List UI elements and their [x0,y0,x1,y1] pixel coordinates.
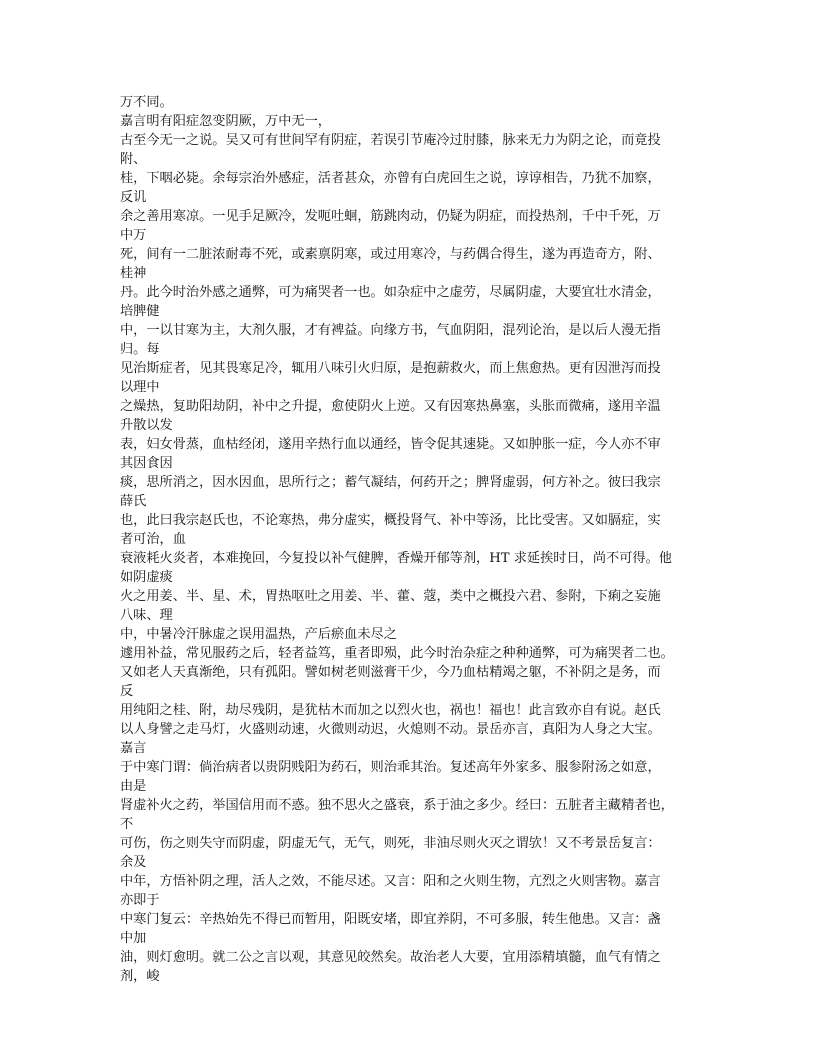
text-line: 中加 [120,931,147,946]
text-line: 火之用姜、半、星、术，胃热呕吐之用姜、半、藿、蔻，类中之概投六君、参附，下痢之妄施 [120,589,661,604]
text-line: 万不同。 [120,95,173,110]
text-line: 剂，峻 [120,969,160,984]
text-line: 如阴虚痰 [120,570,173,585]
text-line: 肾虚补火之药，举国信用而不惑。独不思火之盛衰，系于油之多少。经曰：五脏者主藏精者也， [120,798,674,813]
text-line: 升散以发 [120,418,173,433]
text-line: 衰液耗火炎者，本难挽回，今复投以补气健脾，香燥开郁等剂，HT 求延挨时日，尚不可得。他 [120,551,672,566]
text-line: 不 [120,817,134,832]
text-line: 由是 [120,779,147,794]
text-line: 也，此曰我宗赵氏也，不论寒热，弗分虚实，概投肾气、补中等汤，比比受害。又如膈症，实 [120,513,661,528]
text-line: 遽用补益，常见服药之后，轻者益笃，重者即殒，此今时治杂症之种种通弊，可为痛哭者二也。 [120,646,674,661]
text-line: 嘉言 [120,741,147,756]
text-line: 痰，思所消之，因水因血，思所行之；蓄气凝结，何药开之；脾肾虚弱，何方补之。彼曰我宗 [120,475,661,490]
text-line: 中年，方悟补阴之理，活人之效，不能尽述。又言：阳和之火则生物，亢烈之火则害物。嘉言 [120,874,661,889]
text-line: 桂神 [120,266,147,281]
text-line: 余及 [120,855,147,870]
text-line: 中万 [120,228,147,243]
text-line: 可伤，伤之则失守而阴虚，阴虚无气，无气，则死，非油尽则火灭之谓欤！又不考景岳复言： [120,836,661,851]
text-line: 培脾健 [120,304,160,319]
text-line: 反讥 [120,190,147,205]
text-line: 中，中暑冷汗脉虚之误用温热，产后瘀血未尽之 [120,627,397,642]
text-line: 以人身譬之走马灯，火盛则动速，火微则动迟，火熄则不动。景岳亦言，真阳为人身之大宝。 [120,722,661,737]
text-line: 反 [120,684,134,699]
text-line: 中寒门复云：辛热始先不得已而暂用，阳既安堵，即宜养阴，不可多服，转生他患。又言：盏 [120,912,661,927]
text-line: 于中寒门谓：倘治病者以贵阴贱阳为药石，则治乖其治。复述高年外家多、服参附汤之如意， [120,760,661,775]
text-line: 表，妇女骨蒸，血枯经闭，遂用辛热行血以通经，皆令促其速毙。又如肿胀一症，今人亦不审 [120,437,661,452]
text-line: 其因食因 [120,456,173,471]
text-line: 桂，下咽必毙。余每宗治外感症，活者甚众，亦曾有白虎回生之说，谆谆相告，乃犹不加察， [120,171,661,186]
text-line: 之燥热，复助阳劫阴，补中之升提，愈使阴火上逆。又有因寒热鼻塞，头胀而微痛，遂用辛温 [120,399,661,414]
text-line: 丹。此今时治外感之通弊，可为痛哭者一也。如杂症中之虚劳，尽属阴虚，大要宜壮水清金， [120,285,661,300]
text-line: 用纯阳之桂、附，劫尽残阴，是犹枯木而加之以烈火也，祸也！福也！此言致亦自有说。赵氏 [120,703,661,718]
text-line: 八味、理 [120,608,173,623]
text-line: 油，则灯愈明。就二公之言以观，其意见皎然矣。故治老人大要，宜用添精填髓，血气有情之 [120,950,661,965]
text-line: 者可治，血 [120,532,186,547]
text-line: 以理中 [120,380,160,395]
text-line: 见治斯症者，见其畏寒足冷，辄用八味引火归原，是抱薪救火，而上焦愈热。更有因泄泻而投 [120,361,661,376]
text-line: 中，一以甘寒为主，大剂久服，才有裨益。向缘方书，气血阴阳，混列论治，是以后人漫无指 [120,323,661,338]
text-line: 嘉言明有阳症忽变阴厥，万中无一， [120,114,331,129]
text-line: 死，间有一二脏浓耐毒不死，或素禀阴寒，或过用寒冷，与药偶合得生，遂为再造奇方，附、 [120,247,661,262]
document-page [120,93,712,986]
text-line: 薛氏 [120,494,147,509]
text-line: 古至今无一之说。吴又可有世间罕有阴症，若误引节庵冷过肘膝，脉来无力为阴之论，而竟投 [120,133,661,148]
text-line: 余之善用寒凉。一见手足厥冷，发呃吐蛔，筋跳肉动，仍疑为阴症，而投热剂，千中千死，万 [120,209,661,224]
text-line: 归。每 [120,342,160,357]
text-line: 又如老人天真渐绝，只有孤阳。譬如树老则滋膏干少，今乃血枯精竭之躯，不补阴之是务，而 [120,665,661,680]
text-line: 附、 [120,152,147,167]
text-line: 亦即于 [120,893,160,908]
